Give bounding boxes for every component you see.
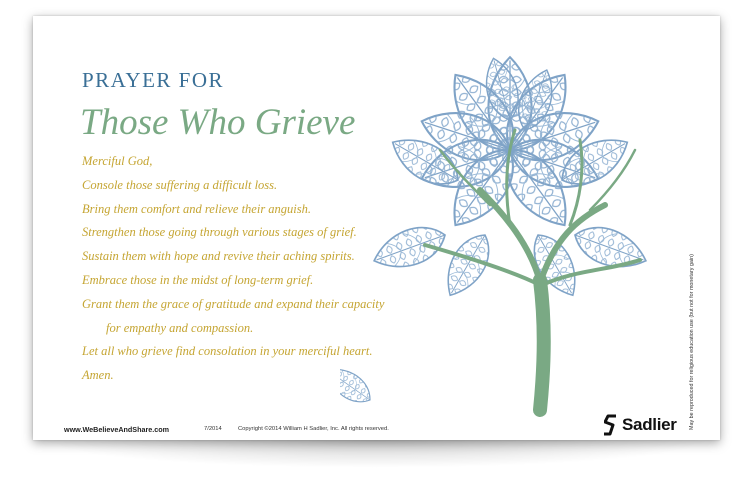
reproduction-note <box>688 220 702 430</box>
prayer-title: Those Who Grieve <box>80 102 356 143</box>
leaf-icon <box>340 360 377 410</box>
website-link[interactable]: www.WeBelieveAndShare.com <box>64 425 170 434</box>
prayer-line: Let all who grieve find consolation in your merciful heart. <box>82 344 373 359</box>
prayer-eyebrow: PRAYER FOR <box>82 68 225 92</box>
sadlier-logo-icon <box>604 414 618 436</box>
prayer-line: for empathy and compassion. <box>106 320 254 335</box>
prayer-line: Sustain them with hope and revive their aching spirits. <box>82 249 355 264</box>
prayer-line: Embrace those in the midst of long-term grief. <box>82 272 314 287</box>
filigree-tree-icon <box>340 30 680 420</box>
print-date: 7/2014 <box>204 426 222 432</box>
prayer-line: Grant them the grace of gratitude and expand their capacity <box>82 296 385 311</box>
copyright-text: Copyright ©2014 William H Sadlier, Inc. All rights reserved. <box>238 426 389 432</box>
reproduction-note-text: May be reproduced for religious education use (but not for monetary gain) <box>689 254 695 430</box>
logo-text: Sadlier <box>622 415 677 434</box>
card-shadow <box>40 440 712 468</box>
prayer-line: Strengthen those going through various stages of grief. <box>82 225 357 240</box>
prayer-line: Merciful God, <box>82 154 153 168</box>
prayer-line: Bring them comfort and relieve their anguish. <box>82 201 312 216</box>
prayer-line: Amen. <box>82 368 114 383</box>
sadlier-logo <box>604 414 677 436</box>
prayer-line: Console those suffering a difficult loss. <box>82 177 278 192</box>
